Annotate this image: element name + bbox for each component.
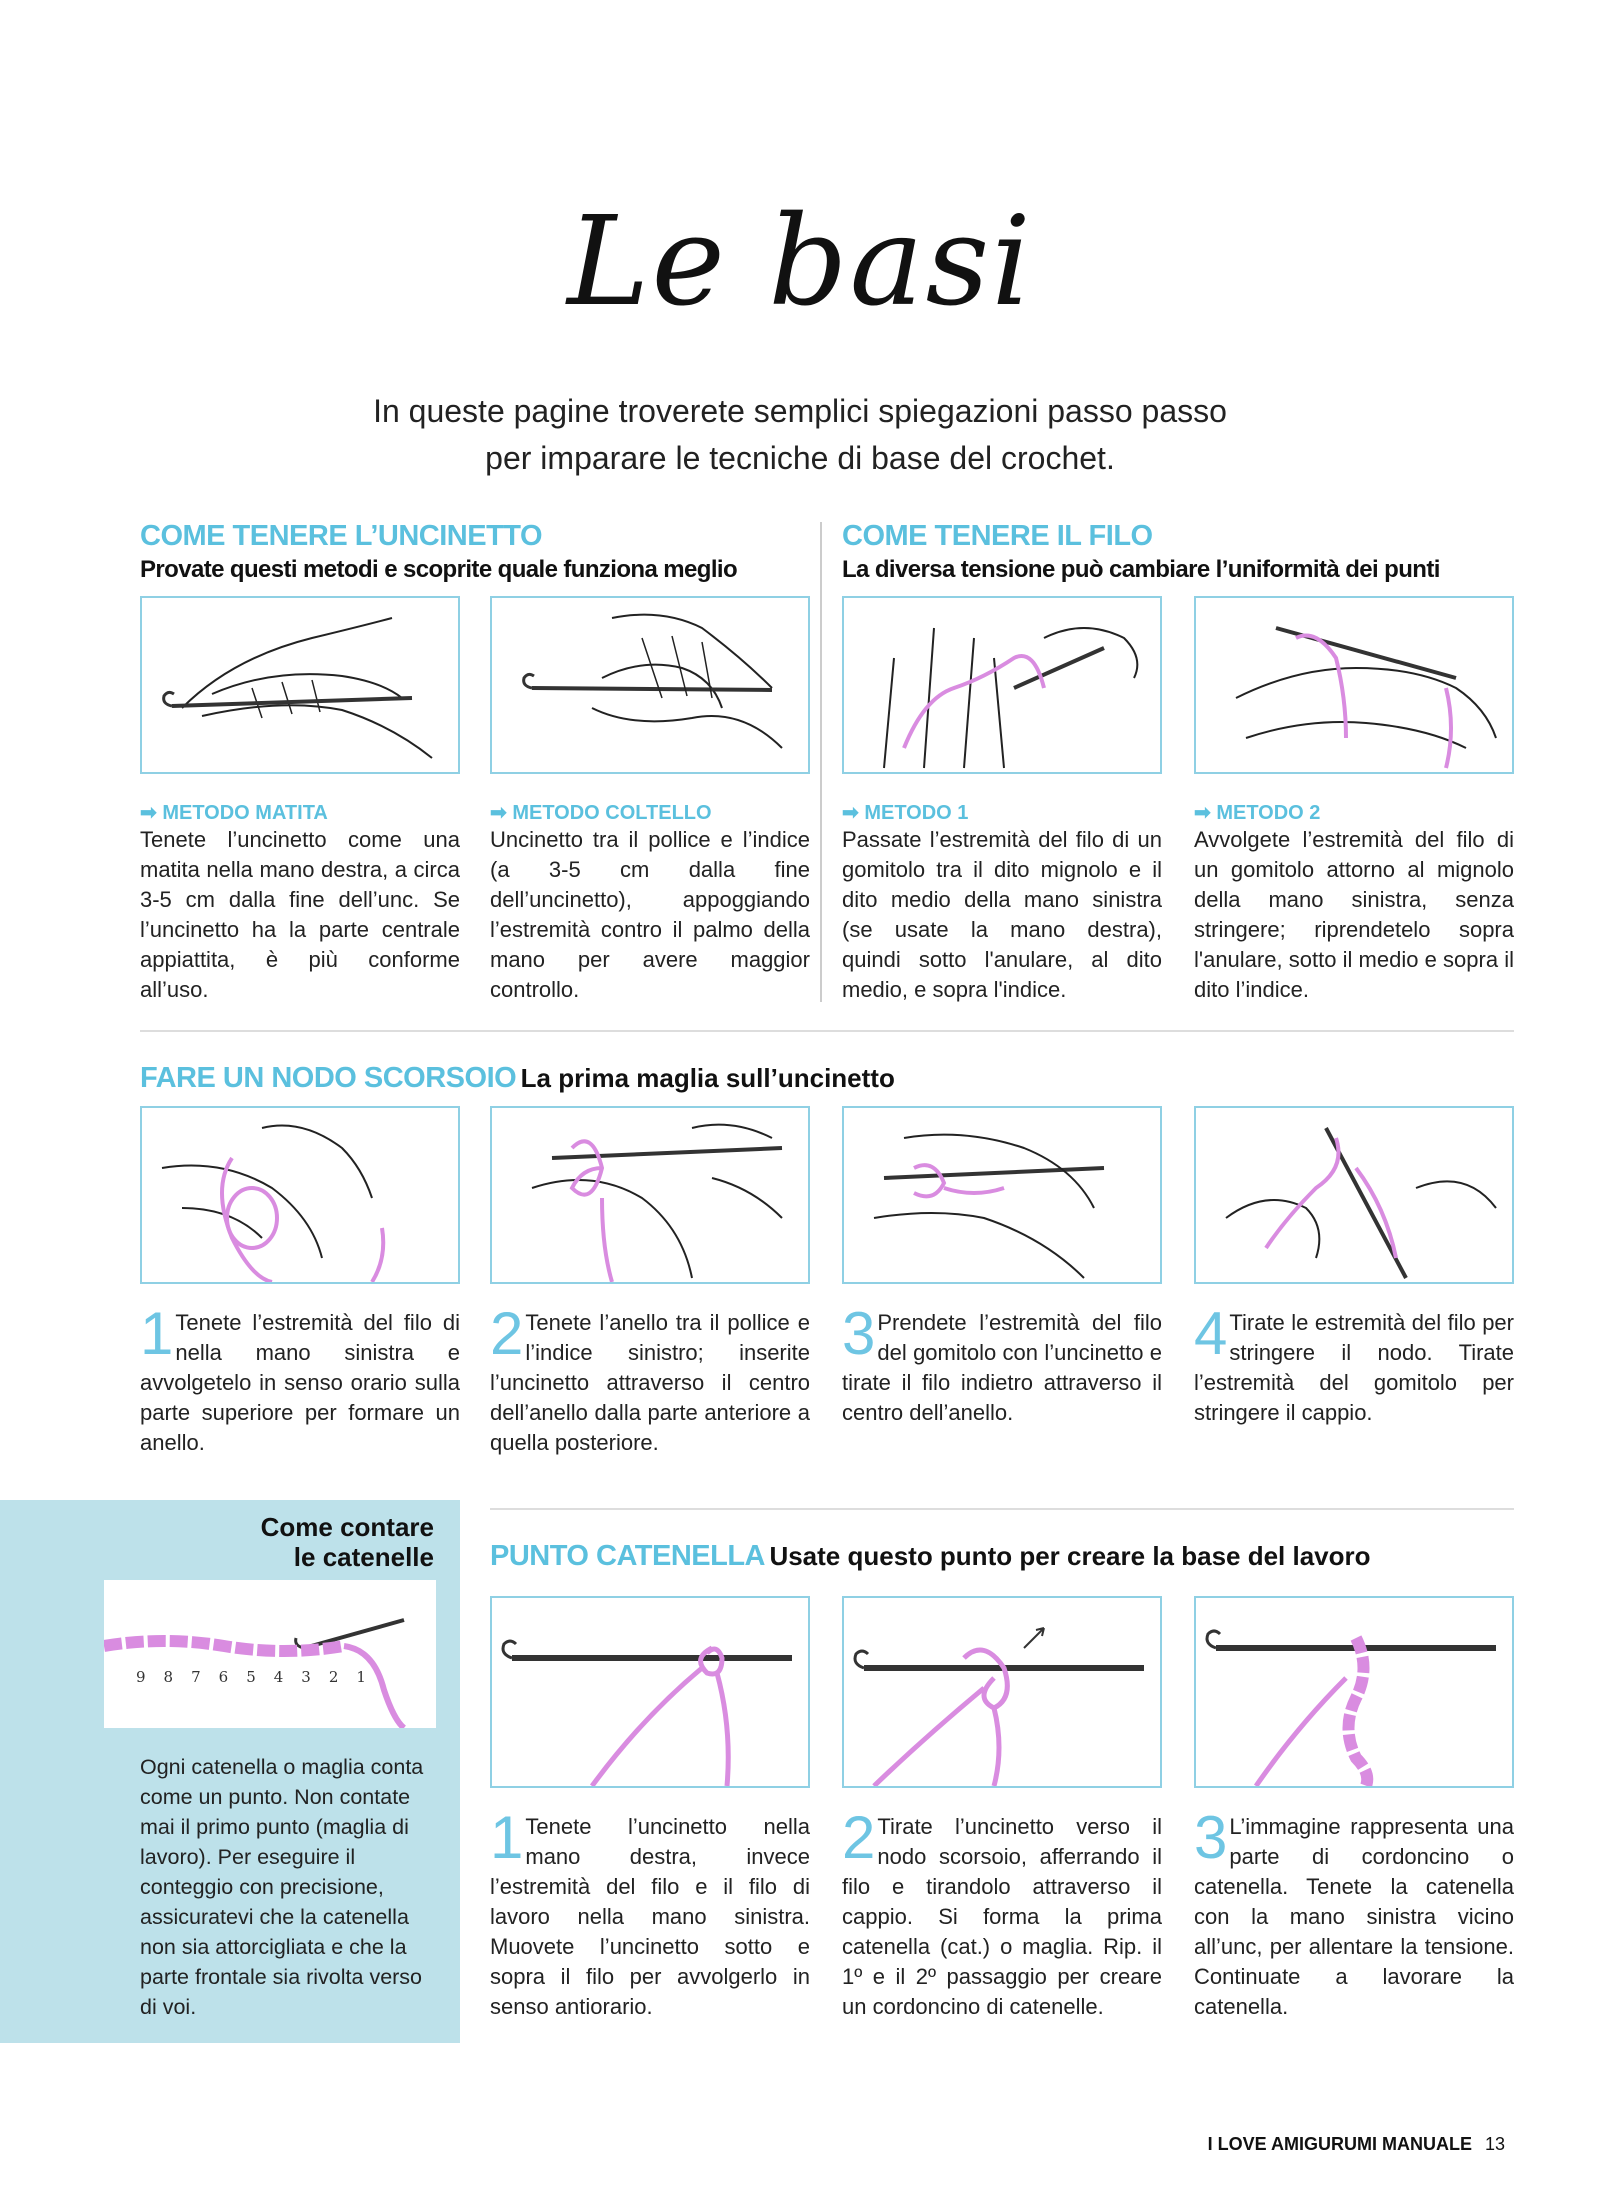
step-number: 3 (1194, 1804, 1228, 1871)
yarn-method2-illustration (1194, 596, 1514, 774)
chain-step1-illustration (490, 1596, 810, 1788)
chain-step3-illustration (1194, 1596, 1514, 1788)
method-knife (490, 800, 810, 1005)
hold-yarn-subtitle: La diversa tensione può cambiare l’uniformità dei punti (842, 556, 1440, 583)
chain-step-1 (490, 1804, 810, 2022)
slipknot-step-3 (842, 1300, 1162, 1428)
page-footer (1208, 2134, 1505, 2155)
chain-subtitle: Usate questo punto per creare la base del lavoro (769, 1541, 1371, 1571)
chain-step2-illustration (842, 1596, 1162, 1788)
method-label: METODO COLTELLO (512, 802, 712, 824)
method-yarn-2 (1194, 800, 1514, 1005)
slipknot-subtitle: La prima maglia sull’uncinetto (520, 1063, 895, 1093)
slipknot-step2-illustration (490, 1106, 810, 1284)
arrow-right-icon: ➡ (842, 802, 865, 824)
step-text: Tenete l’estremità del filo di nella mano sinistra e avvolgetelo in senso orario sulla parte superiore per formare un anello. (140, 1310, 460, 1455)
sidebar-text: Ogni catenella o maglia conta come un punto. Non contate mai il primo punto (maglia di lavoro). Per eseguire il conteggio con precisione, assicuratevi che la catenella non sia attorcigliata e che la parte frontale sia rivolta verso di voi. (140, 1755, 424, 2019)
step-text: Tenete l’anello tra il pollice e l’indice sinistro; inserite l’uncinetto attraverso il centro dell’anello dalla parte anteriore a quella posteriore. (490, 1310, 810, 1455)
method-text: Passate l’estremità del filo di un gomitolo tra il dito mignolo e il dito medio della mano sinistra (se usate la mano destra), quindi sotto l'anulare, al dito medio, e sopra l'indice. (842, 827, 1162, 1002)
step-number: 2 (842, 1804, 876, 1871)
arrow-right-icon: ➡ (490, 802, 513, 824)
page-title: Le basi (567, 190, 1033, 334)
step-text: L’immagine rappresenta una parte di cordoncino o catenella. Tenete la catenella con la mano sinistra vicino all’unc, per allentare la tensione. Continuate a lavorare la catenella. (1194, 1814, 1514, 2019)
slipknot-step3-illustration (842, 1106, 1162, 1284)
divider (490, 1508, 1514, 1510)
slipknot-step1-illustration (140, 1106, 460, 1284)
method-text: Avvolgete l’estremità del filo di un gomitolo attorno al mignolo della mano sinistra, senza stringere; riprendetelo sopra l'anulare, sotto il medio e sopra il dito l’indice. (1194, 827, 1514, 1002)
slipknot-heading (140, 1062, 895, 1095)
step-text: Tenete l’uncinetto nella mano destra, invece l’estremità del filo e il filo di lavoro nella mano sinistra. Muovete l’uncinetto sotto e sopra il filo per avvolgerlo in senso antiorario. (490, 1814, 810, 2019)
hold-yarn-title: COME TENERE IL FILO (842, 520, 1153, 552)
intro-line-2: per imparare le tecniche di base del crochet. (485, 440, 1115, 476)
slipknot-step-1 (140, 1300, 460, 1458)
slipknot-title: FARE UN NODO SCORSOIO (140, 1062, 517, 1094)
method-pencil (140, 800, 460, 1005)
method-label: METODO 1 (864, 802, 969, 824)
divider (140, 1030, 1514, 1032)
step-number: 1 (490, 1804, 524, 1871)
pencil-method-illustration (140, 596, 460, 774)
slipknot-step-4 (1194, 1300, 1514, 1428)
step-number: 4 (1194, 1300, 1228, 1367)
arrow-right-icon: ➡ (140, 802, 163, 824)
method-label: METODO MATITA (162, 802, 328, 824)
step-text: Tirate l’uncinetto verso il nodo scorsoio, afferrando il filo e tirandolo attraverso il cappio. Si forma la prima catenella (cat.) o maglia. Rip. il 1º e il 2º passaggio per creare un cordoncino di catenelle. (842, 1814, 1162, 2019)
slipknot-step-2 (490, 1300, 810, 1458)
intro-line-1: In queste pagine troverete semplici spiegazioni passo passo (373, 393, 1227, 429)
step-number: 1 (140, 1300, 174, 1367)
method-text: Tenete l’uncinetto come una matita nella mano destra, a circa 3-5 cm dalla fine dell’unc. Se l’uncinetto ha la parte centrale appiattita, è più conforme all’uso. (140, 827, 460, 1002)
step-number: 2 (490, 1300, 524, 1367)
intro-text (250, 388, 1350, 482)
chain-step-3 (1194, 1804, 1514, 2022)
sidebar-title (261, 1512, 434, 1572)
slipknot-step4-illustration (1194, 1106, 1514, 1284)
chain-count-illustration (104, 1580, 436, 1728)
sidebar-title-line-1: Come contare (260, 1512, 434, 1542)
knife-method-illustration (490, 596, 810, 774)
method-label: METODO 2 (1216, 802, 1321, 824)
yarn-method1-illustration (842, 596, 1162, 774)
chain-heading (490, 1540, 1371, 1573)
page-number: 13 (1484, 2134, 1505, 2154)
column-divider (820, 522, 822, 1002)
hold-hook-title: COME TENERE L’UNCINETTO (140, 520, 543, 552)
step-number: 3 (842, 1300, 876, 1367)
chain-title: PUNTO CATENELLA (490, 1540, 765, 1572)
method-text: Uncinetto tra il pollice e l’indice (a 3-5 cm dalla fine dell’uncinetto), appoggiando l’estremità contro il palmo della mano per avere maggior controllo. (490, 827, 810, 1002)
step-text: Prendete l’estremità del filo del gomitolo con l’uncinetto e tirate il filo indietro attraverso il centro dell’anello. (842, 1310, 1162, 1425)
method-yarn-1 (842, 800, 1162, 1005)
chain-step-2 (842, 1804, 1162, 2022)
step-text: Tirate le estremità del filo per stringere il nodo. Tirate l’estremità del gomitolo per stringere il cappio. (1194, 1310, 1514, 1425)
arrow-right-icon: ➡ (1194, 802, 1217, 824)
magazine-name: I LOVE AMIGURUMI MANUALE (1207, 2134, 1472, 2154)
hold-hook-subtitle: Provate questi metodi e scoprite quale funziona meglio (140, 556, 738, 583)
chain-numbers: 987654321 (136, 1668, 384, 1686)
sidebar-title-line-2: le catenelle (293, 1542, 434, 1572)
